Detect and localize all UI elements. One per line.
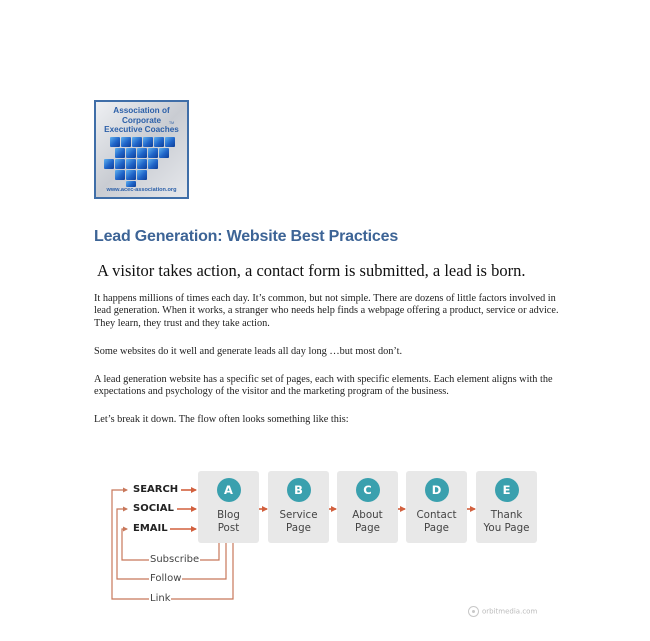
- step-service-page: [268, 471, 329, 543]
- step-letter-badge: A: [217, 478, 241, 502]
- step-thank-you-page: [476, 471, 537, 543]
- document-heading: Lead Generation: Website Best Practices: [94, 228, 399, 245]
- orbit-logo-icon: [468, 606, 479, 617]
- logo-trademark: TM: [168, 121, 174, 125]
- document-subtitle: A visitor takes action, a contact form is submitted, a lead is born.: [97, 261, 526, 280]
- source-email: EMAIL: [133, 523, 168, 534]
- source-social: SOCIAL: [133, 503, 174, 514]
- step-label-line: Thank: [490, 509, 523, 521]
- step-label-line: You Page: [483, 522, 530, 534]
- step-label: [406, 509, 467, 535]
- step-letter-badge: E: [495, 478, 519, 502]
- action-subscribe: Subscribe: [150, 554, 200, 565]
- step-letter-badge: B: [287, 478, 311, 502]
- step-label: [476, 509, 537, 535]
- step-label-line: Page: [355, 522, 380, 534]
- step-blog-post: [198, 471, 259, 543]
- step-label: [198, 509, 259, 535]
- step-label: [268, 509, 329, 535]
- paragraph: Some websites do it well and generate leads all day long …but most don’t.: [94, 346, 403, 357]
- step-label-line: Post: [217, 522, 240, 534]
- paragraph: It happens millions of times each day. It’s common, but not simple. There are dozens of little factors involved in lead generation. When it works, a stranger who needs help finds a webpage offering a product, service or advice. They learn, they trust and they take action.: [94, 293, 559, 329]
- step-letter-badge: C: [356, 478, 380, 502]
- step-label-line: Service: [279, 509, 318, 521]
- action-link: Link: [150, 593, 171, 604]
- step-label-line: About: [352, 509, 383, 521]
- orbitmedia-watermark: [468, 606, 537, 617]
- step-label: [337, 509, 398, 535]
- action-follow: Follow: [150, 573, 182, 584]
- step-label-line: Page: [424, 522, 449, 534]
- step-about-page: [337, 471, 398, 543]
- watermark-text: orbitmedia.com: [482, 607, 538, 616]
- paragraph: A lead generation website has a specific set of pages, each with specific elements. Each element aligns with the expectations and psychology of the visitor and the marketing program of the business.: [94, 374, 553, 398]
- paragraph: Let’s break it down. The flow often looks something like this:: [94, 414, 349, 425]
- logo-title-line: Corporate: [121, 115, 162, 125]
- logo-title-line: Association of: [113, 106, 170, 115]
- step-label-line: Contact: [416, 509, 457, 521]
- logo-title-line: Executive Coaches: [104, 125, 179, 135]
- step-label-line: Page: [286, 522, 311, 534]
- step-letter-badge: D: [425, 478, 449, 502]
- source-search: SEARCH: [133, 484, 179, 495]
- logo-url: www.acec-association.org: [106, 187, 177, 193]
- step-label-line: Blog: [217, 509, 240, 521]
- step-contact-page: [406, 471, 467, 543]
